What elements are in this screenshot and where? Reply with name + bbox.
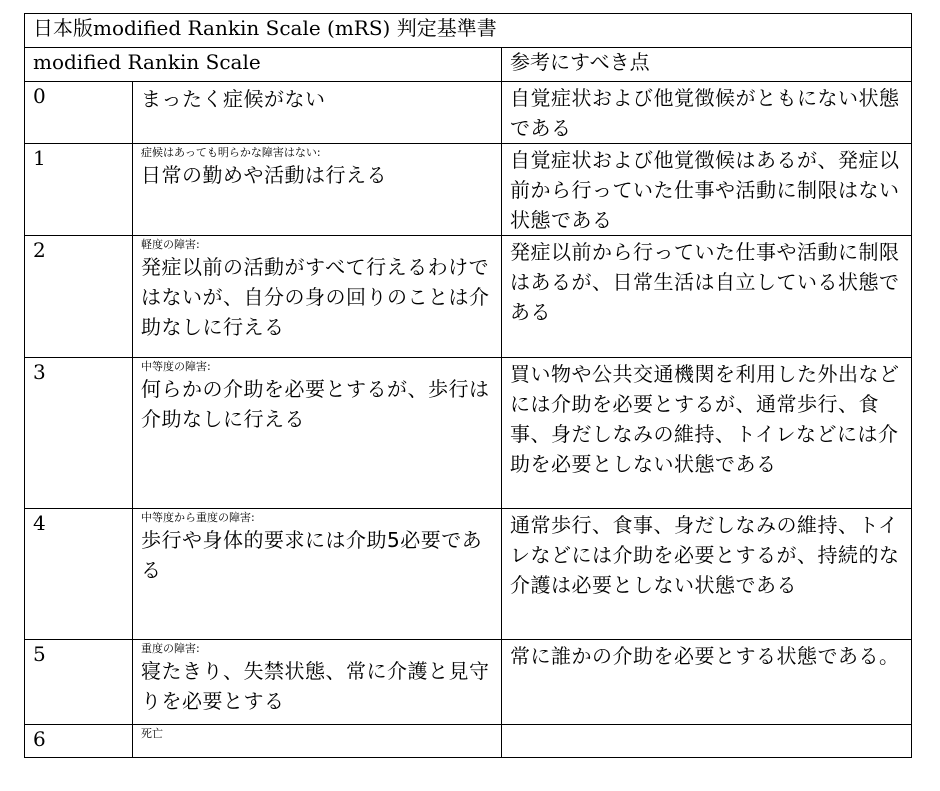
- grade-description: 発症以前の活動がすべて行えるわけではないが、自分の身の回りのことは介助なしに行える: [141, 255, 490, 339]
- table-title-row: [25, 14, 912, 48]
- grade-cell: [25, 236, 133, 358]
- description-cell: [133, 640, 502, 725]
- grade-severity-label: 重度の障害:: [141, 642, 200, 655]
- header-cell-scale: [25, 48, 502, 82]
- grade-value: 6: [33, 727, 46, 751]
- table-header-row: [25, 48, 912, 82]
- header-reference: 参考にすべき点: [510, 50, 650, 74]
- mrs-criteria-table: [24, 13, 912, 758]
- table-row: [25, 509, 912, 640]
- grade-cell: [25, 358, 133, 509]
- grade-value: 1: [33, 146, 46, 170]
- grade-description: まったく症候がない: [141, 87, 326, 111]
- table-row: [25, 640, 912, 725]
- reference-cell: [502, 725, 912, 758]
- grade-description: 寝たきり、失禁状態、常に介護と見守りを必要とする: [141, 659, 490, 713]
- grade-cell: [25, 82, 133, 144]
- table-row: [25, 725, 912, 758]
- grade-severity-label: 中等度の障害:: [141, 360, 211, 373]
- table-row: [25, 358, 912, 509]
- description-cell: [133, 509, 502, 640]
- grade-severity-label: 軽度の障害:: [141, 238, 200, 251]
- grade-cell: [25, 725, 133, 758]
- grade-description: 日常の勤めや活動は行える: [141, 163, 387, 187]
- reference-cell: [502, 82, 912, 144]
- grade-value: 2: [33, 238, 46, 262]
- grade-value: 5: [33, 642, 46, 666]
- grade-reference: 通常歩行、食事、身だしなみの維持、トイレなどには介助を必要とするが、持続的な介護は必要としない状態である: [510, 513, 900, 597]
- grade-value: 4: [33, 511, 46, 535]
- description-cell: [133, 144, 502, 236]
- grade-description: 何らかの介助を必要とするが、歩行は介助なしに行える: [141, 377, 490, 431]
- description-cell: [133, 725, 502, 758]
- description-cell: [133, 236, 502, 358]
- table-title: 日本版modified Rankin Scale (mRS) 判定基準書: [33, 16, 497, 40]
- grade-cell: [25, 509, 133, 640]
- header-cell-reference: [502, 48, 912, 82]
- grade-severity-label: 症候はあっても明らかな障害はない:: [141, 146, 321, 159]
- reference-cell: [502, 236, 912, 358]
- reference-cell: [502, 358, 912, 509]
- grade-reference: 自覚症状および他覚徴候がともにない状態である: [510, 86, 900, 140]
- grade-reference: 自覚症状および他覚徴候はあるが、発症以前から行っていた仕事や活動に制限はない状態である: [510, 148, 900, 232]
- grade-reference: 発症以前から行っていた仕事や活動に制限はあるが、日常生活は自立している状態である: [510, 240, 900, 324]
- grade-value: 3: [33, 360, 46, 384]
- header-scale: modified Rankin Scale: [33, 50, 261, 74]
- reference-cell: [502, 509, 912, 640]
- description-cell: [133, 358, 502, 509]
- grade-description: 歩行や身体的要求には介助5必要である: [141, 528, 483, 582]
- table-row: [25, 82, 912, 144]
- grade-reference: 常に誰かの介助を必要とする状態である。: [510, 644, 900, 668]
- grade-cell: [25, 640, 133, 725]
- reference-cell: [502, 640, 912, 725]
- grade-reference: 買い物や公共交通機関を利用した外出などには介助を必要とするが、通常歩行、食事、身だしなみの維持、トイレなどには介助を必要としない状態である: [510, 362, 900, 476]
- table-row: [25, 144, 912, 236]
- description-cell: [133, 82, 502, 144]
- reference-cell: [502, 144, 912, 236]
- grade-severity-label: 死亡: [141, 727, 163, 740]
- grade-value: 0: [33, 84, 46, 108]
- grade-cell: [25, 144, 133, 236]
- grade-severity-label: 中等度から重度の障害:: [141, 511, 255, 524]
- table-row: [25, 236, 912, 358]
- table-title-cell: [25, 14, 912, 48]
